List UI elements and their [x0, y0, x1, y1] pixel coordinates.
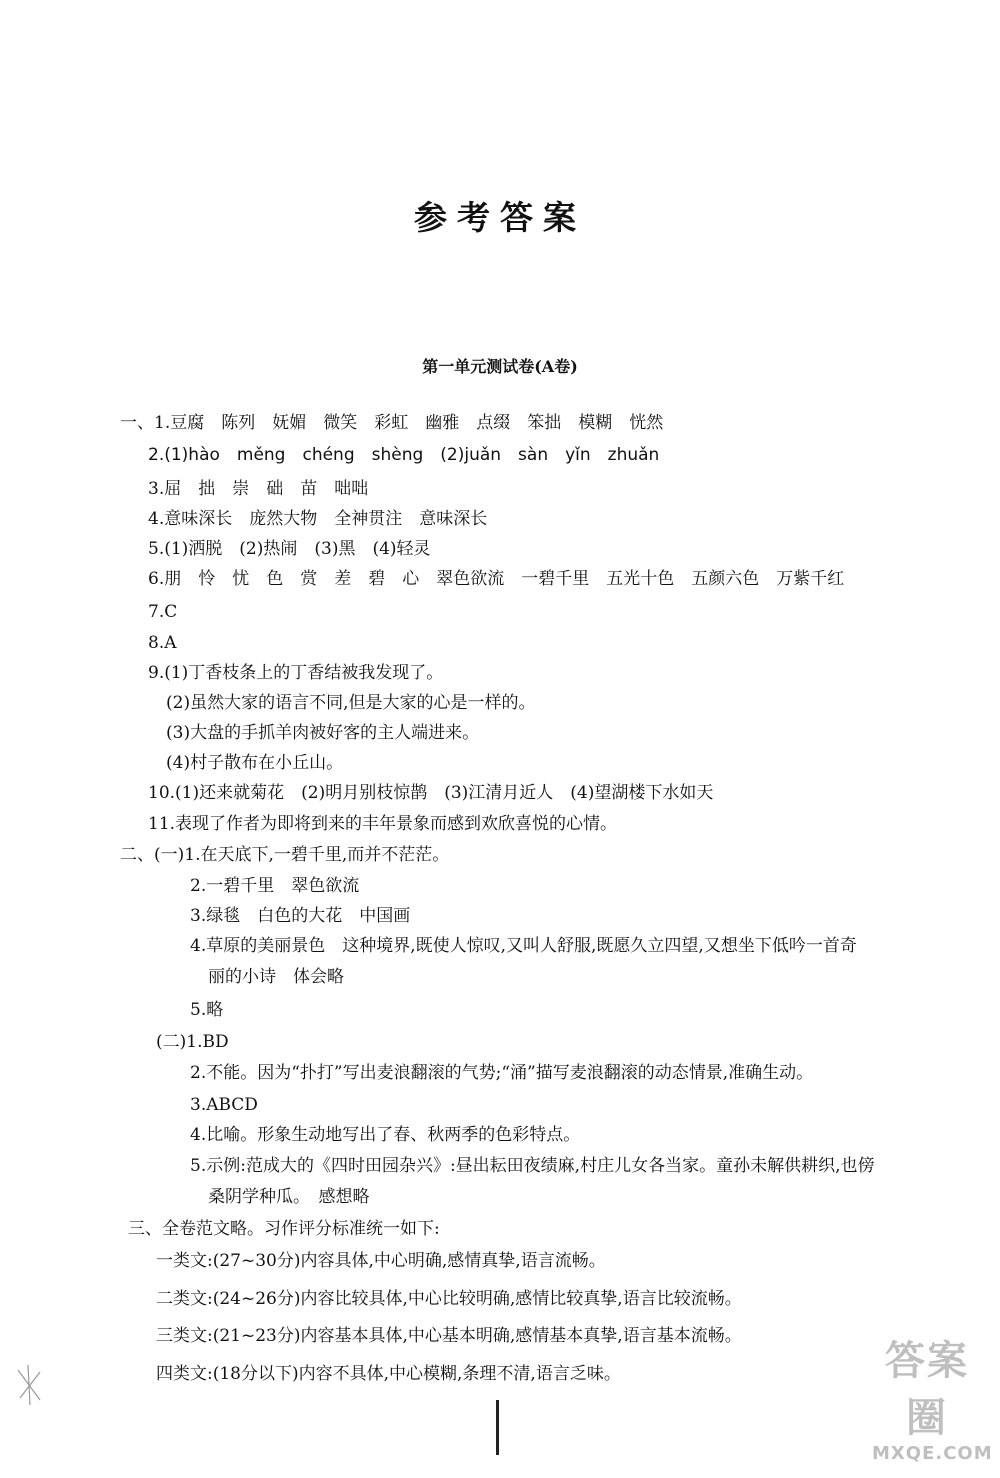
- page-title: 参考答案: [414, 198, 586, 237]
- watermark-logo: [872, 1329, 993, 1464]
- answer-line: 8.A: [148, 633, 177, 653]
- watermark-url: MXQE.COM: [872, 1443, 993, 1464]
- answer-line: 7.C: [148, 602, 178, 622]
- answer-line: 2.一碧千里 翠色欲流: [190, 876, 360, 896]
- answer-line: 二、(一)1.在天底下,一碧千里,而并不茫茫。: [120, 845, 450, 865]
- answer-line: (2)虽然大家的语言不同,但是大家的心是一样的。: [166, 693, 536, 713]
- answer-line: 11.表现了作者为即将到来的丰年景象而感到欢欣喜悦的心情。: [148, 814, 618, 834]
- answer-line: 2.(1)hào měng chéng shèng (2)juǎn sàn yǐn zhuǎn: [148, 445, 660, 465]
- answer-line: 4.意味深长 庞然大物 全神贯注 意味深长: [148, 509, 488, 529]
- scan-artifact-mark: [10, 1360, 60, 1410]
- answer-line: 四类文:(18分以下)内容不具体,中心模糊,条理不清,语言乏味。: [156, 1364, 621, 1384]
- section-subtitle: 第一单元测试卷(A卷): [422, 357, 578, 376]
- answer-line: 3.屈 拙 崇 础 苗 咄咄: [148, 479, 369, 499]
- answer-line: 10.(1)还来就菊花 (2)明月别枝惊鹊 (3)江清月近人 (4)望湖楼下水如天: [148, 783, 714, 803]
- answer-line: 3.绿毯 白色的大花 中国画: [190, 906, 411, 926]
- answer-line: 一、1.豆腐 陈列 妩媚 微笑 彩虹 幽雅 点缀 笨拙 模糊 恍然: [120, 413, 664, 433]
- answer-line: 9.(1)丁香枝条上的丁香结被我发现了。: [148, 663, 444, 683]
- answer-line: 4.草原的美丽景色 这种境界,既使人惊叹,又叫人舒服,既愿久立四望,又想坐下低吟一首奇: [190, 936, 857, 956]
- answer-line: 6.朋 怜 忧 色 赏 差 碧 心 翠色欲流 一碧千里 五光十色 五颜六色 万紫千红: [148, 569, 845, 589]
- answer-line: 5.示例:范成大的《四时田园杂兴》:昼出耘田夜绩麻,村庄儿女各当家。童孙未解供耕织,也傍: [190, 1156, 875, 1176]
- answer-line: 二类文:(24~26分)内容比较具体,中心比较明确,感情比较真挚,语言比较流畅。: [156, 1289, 742, 1309]
- answer-line: 桑阴学种瓜。 感想略: [208, 1187, 370, 1207]
- answer-line: 三类文:(21~23分)内容基本具体,中心基本明确,感情基本真挚,语言基本流畅。: [156, 1326, 742, 1346]
- answer-line: 2.不能。因为“扑打”写出麦浪翻滚的气势;“涌”描写麦浪翻滚的动态情景,准确生动。: [190, 1063, 814, 1083]
- answer-line: 4.比喻。形象生动地写出了春、秋两季的色彩特点。: [190, 1125, 581, 1145]
- page-number-mark: [496, 1400, 499, 1455]
- answer-line: 3.ABCD: [190, 1095, 258, 1115]
- answer-line: (4)村子散布在小丘山。: [166, 753, 344, 773]
- answer-line: 丽的小诗 体会略: [208, 967, 344, 987]
- answer-line: 一类文:(27~30分)内容具体,中心明确,感情真挚,语言流畅。: [156, 1251, 606, 1271]
- answer-line: (3)大盘的手抓羊肉被好客的主人端进来。: [166, 723, 480, 743]
- watermark-main-text: 答案圈: [885, 1338, 969, 1441]
- answer-line: (二)1.BD: [156, 1032, 229, 1052]
- answer-line: 5.(1)洒脱 (2)热闹 (3)黑 (4)轻灵: [148, 539, 431, 559]
- answer-line: 三、全卷范文略。习作评分标准统一如下:: [128, 1219, 440, 1239]
- answer-line: 5.略: [190, 1000, 224, 1020]
